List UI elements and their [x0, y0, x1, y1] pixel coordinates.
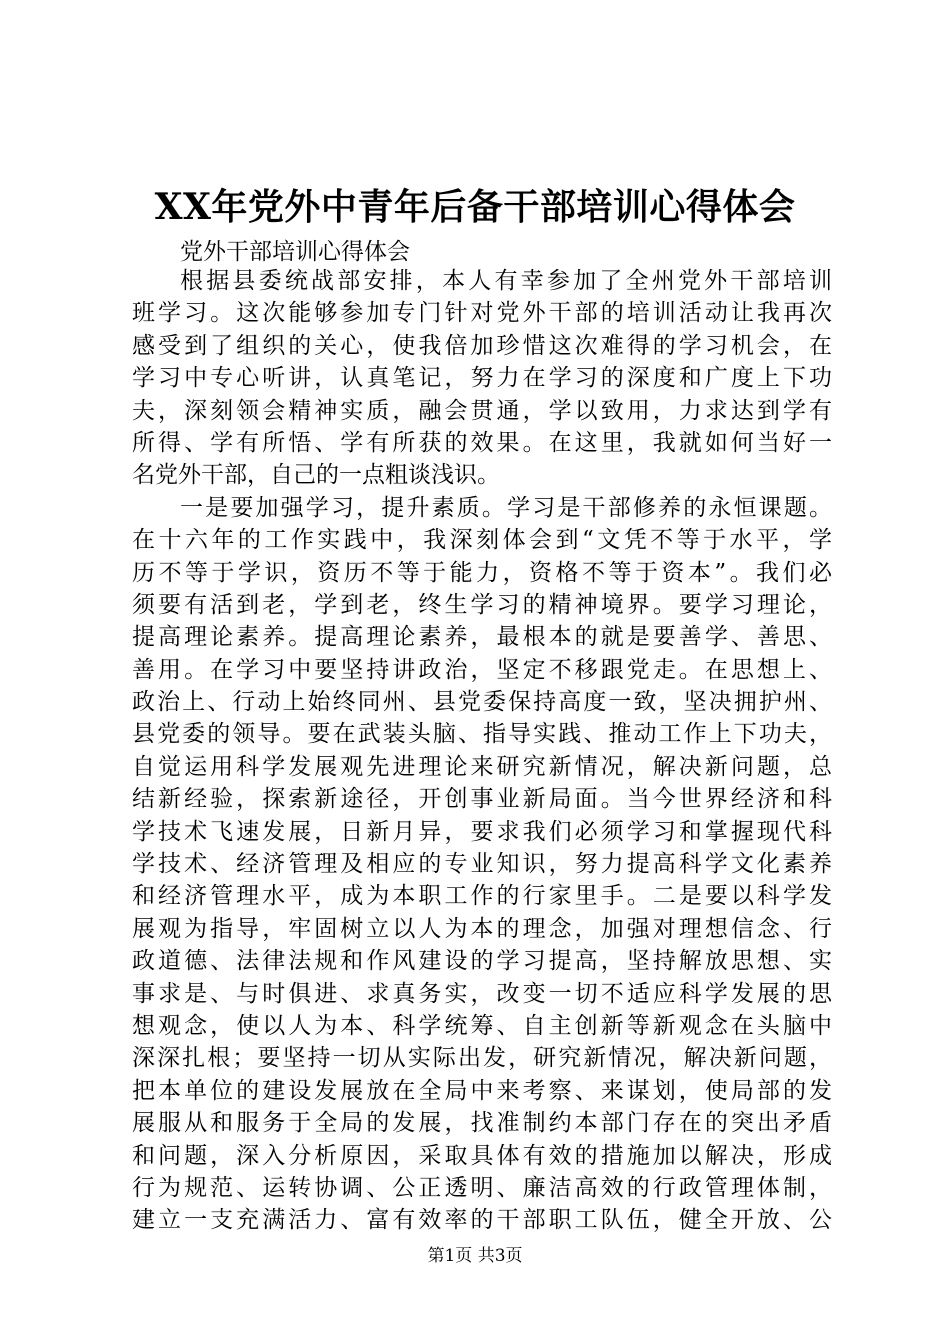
- body-line: 学技术飞速发展，日新月异，要求我们必须学习和掌握现代科: [132, 818, 832, 845]
- body-line: 县党委的领导。要在武装头脑、指导实践、推动工作上下功夫，: [132, 721, 832, 748]
- body-line: 名党外干部，自己的一点粗谈浅识。: [132, 462, 500, 489]
- body-line: 展观为指导，牢固树立以人为本的理念，加强对理想信念、行: [132, 915, 832, 942]
- body-line: 把本单位的建设发展放在全局中来考察、来谋划，使局部的发: [132, 1077, 832, 1104]
- body-line: 一是要加强学习，提升素质。学习是干部修养的永恒课题。: [180, 494, 832, 521]
- body-line: 深深扎根；要坚持一切从实际出发，研究新情况，解决新问题，: [132, 1045, 832, 1072]
- page-number: 第1页 共3页: [427, 1246, 523, 1266]
- body-line: 学技术、经济管理及相应的专业知识，努力提高科学文化素养: [132, 851, 832, 878]
- body-line: 自觉运用科学发展观先进理论来研究新情况，解决新问题，总: [132, 753, 832, 780]
- body-line: 想观念，使以人为本、科学统筹、自主创新等新观念在头脑中: [132, 1012, 832, 1039]
- body-line: 根据县委统战部安排，本人有幸参加了全州党外干部培训: [180, 268, 832, 294]
- body-line: 所得、学有所悟、学有所获的效果。在这里，我就如何当好一: [132, 429, 832, 456]
- body-line: 政治上、行动上始终同州、县党委保持高度一致，坚决拥护州、: [132, 689, 832, 716]
- body-line: 善用。在学习中要坚持讲政治，坚定不移跟党走。在思想上、: [132, 656, 832, 683]
- body-line: 结新经验，探索新途径，开创事业新局面。当今世界经济和科: [132, 786, 832, 813]
- body-line: 学习中专心听讲，认真笔记，努力在学习的深度和广度上下功: [132, 365, 832, 392]
- body-line: 和问题，深入分析原因，采取具体有效的措施加以解决，形成: [132, 1142, 832, 1169]
- body-line: 行为规范、运转协调、公正透明、廉洁高效的行政管理体制，: [132, 1174, 832, 1201]
- body-line: 政道德、法律法规和作风建设的学习提高，坚持解放思想、实: [132, 948, 832, 975]
- document-subtitle: 党外干部培训心得体会: [180, 239, 410, 265]
- body-line: 班学习。这次能够参加专门针对党外干部的培训活动让我再次: [132, 300, 832, 327]
- body-line: 建立一支充满活力、富有效率的干部职工队伍，健全开放、公: [132, 1207, 832, 1234]
- body-line: 感受到了组织的关心，使我倍加珍惜这次难得的学习机会，在: [132, 332, 832, 359]
- body-line: 展服从和服务于全局的发展，找准制约本部门存在的突出矛盾: [132, 1110, 832, 1137]
- body-line: 在十六年的工作实践中，我深刻体会到“文凭不等于水平，学: [132, 527, 832, 554]
- body-line: 夫，深刻领会精神实质，融会贯通，学以致用，力求达到学有: [132, 397, 832, 424]
- body-line: 提高理论素养。提高理论素养，最根本的就是要善学、善思、: [132, 624, 832, 651]
- document-title: XX年党外中青年后备干部培训心得体会: [154, 186, 796, 228]
- body-line: 须要有活到老，学到老，终生学习的精神境界。要学习理论，: [132, 591, 832, 618]
- document-body: [132, 265, 832, 1237]
- body-line: 事求是、与时俱进、求真务实，改变一切不适应科学发展的思: [132, 980, 832, 1007]
- body-line: 历不等于学识，资历不等于能力，资格不等于资本”。我们必: [132, 559, 832, 586]
- body-line: 和经济管理水平，成为本职工作的行家里手。二是要以科学发: [132, 883, 832, 910]
